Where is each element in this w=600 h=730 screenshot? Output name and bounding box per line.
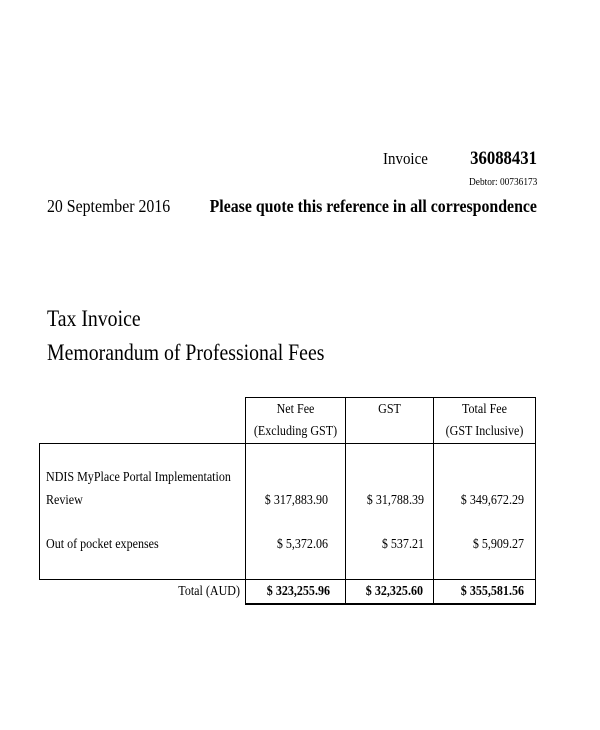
totals-underline [245,603,536,605]
document-title: Tax Invoice [47,306,141,331]
table-header-top-border [245,397,536,398]
row-total-fee: $ 349,672.29 [460,493,524,508]
row-gst: $ 31,788.39 [366,493,424,508]
quote-reference-note: Please quote this reference in all correspondence [209,196,537,216]
invoice-date: 20 September 2016 [47,196,171,216]
total-total-fee: $ 355,581.56 [460,584,524,599]
net-fee-header: Net Fee [276,402,315,417]
row-description-continued: Review [46,493,83,508]
row-net-fee: $ 5,372.06 [276,537,328,552]
total-fee-header-note: (GST Inclusive) [445,424,524,439]
row-total-fee: $ 5,909.27 [472,537,524,552]
invoice-number: 36088431 [470,148,537,169]
row-description: Out of pocket expenses [46,537,159,552]
total-fee-header: Total Fee [462,402,507,417]
column-divider-1 [245,397,246,605]
total-gst: $ 32,325.60 [365,584,423,599]
gst-header: GST [378,402,401,417]
total-net-fee: $ 323,255.96 [266,584,330,599]
table-right-border [535,397,536,605]
table-body-top-border [39,443,536,444]
invoice-label: Invoice [383,149,428,168]
document-subtitle: Memorandum of Professional Fees [47,340,325,365]
net-fee-header-note: (Excluding GST) [253,424,338,439]
table-body-bottom-border [39,579,536,580]
column-divider-2 [345,397,346,605]
total-label: Total (AUD) [178,584,240,599]
column-divider-3 [433,397,434,605]
debtor-reference: Debtor: 00736173 [468,176,537,188]
row-gst: $ 537.21 [381,537,424,552]
row-net-fee: $ 317,883.90 [264,493,328,508]
table-left-border [39,443,40,580]
row-description: NDIS MyPlace Portal Implementation [46,470,231,485]
